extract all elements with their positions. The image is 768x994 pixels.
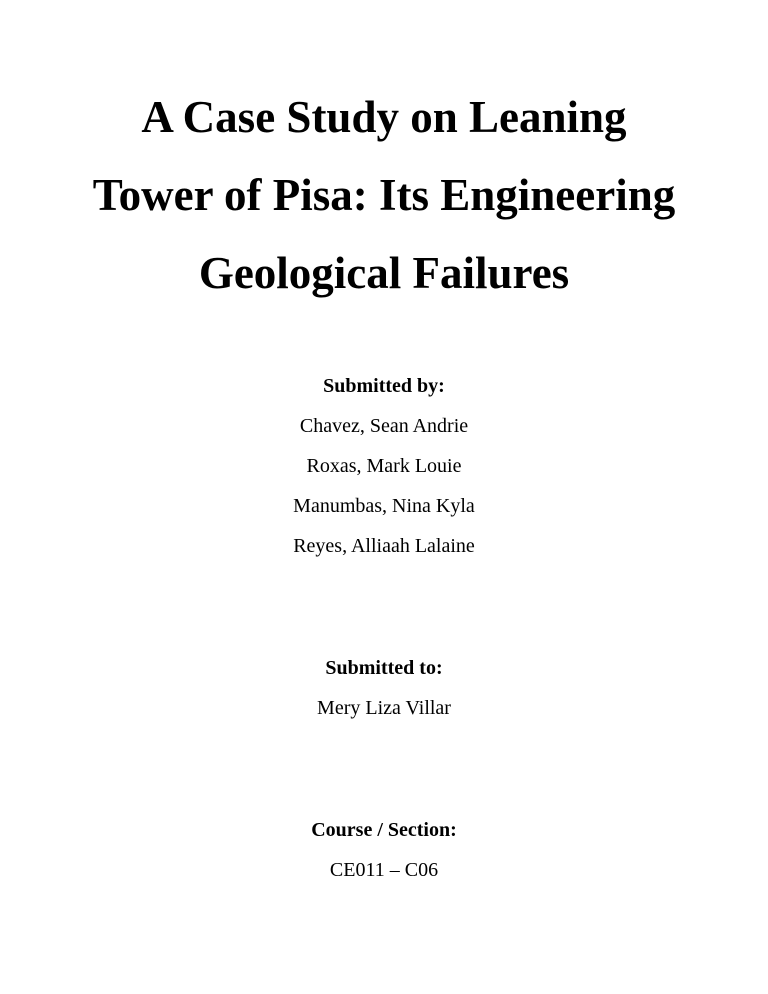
title-line-3: Geological Failures <box>198 248 570 298</box>
course-section-value: CE011 – C06 <box>329 859 439 881</box>
title-line-1: A Case Study on Leaning <box>141 92 627 142</box>
document-title <box>0 0 768 312</box>
course-section-label: Course / Section: <box>311 819 457 841</box>
submitted-to-label: Submitted to: <box>325 657 443 679</box>
author-name: Roxas, Mark Louie <box>306 455 462 477</box>
submitted-to-section <box>0 648 768 728</box>
submitted-by-section <box>0 366 768 566</box>
author-name: Chavez, Sean Andrie <box>299 415 469 437</box>
title-line-2: Tower of Pisa: Its Engineering <box>92 170 676 220</box>
author-name: Manumbas, Nina Kyla <box>293 495 475 517</box>
course-section <box>0 810 768 890</box>
author-name: Reyes, Alliaah Lalaine <box>293 535 475 557</box>
submitted-by-label: Submitted by: <box>323 375 445 397</box>
instructor-name: Mery Liza Villar <box>317 697 451 719</box>
